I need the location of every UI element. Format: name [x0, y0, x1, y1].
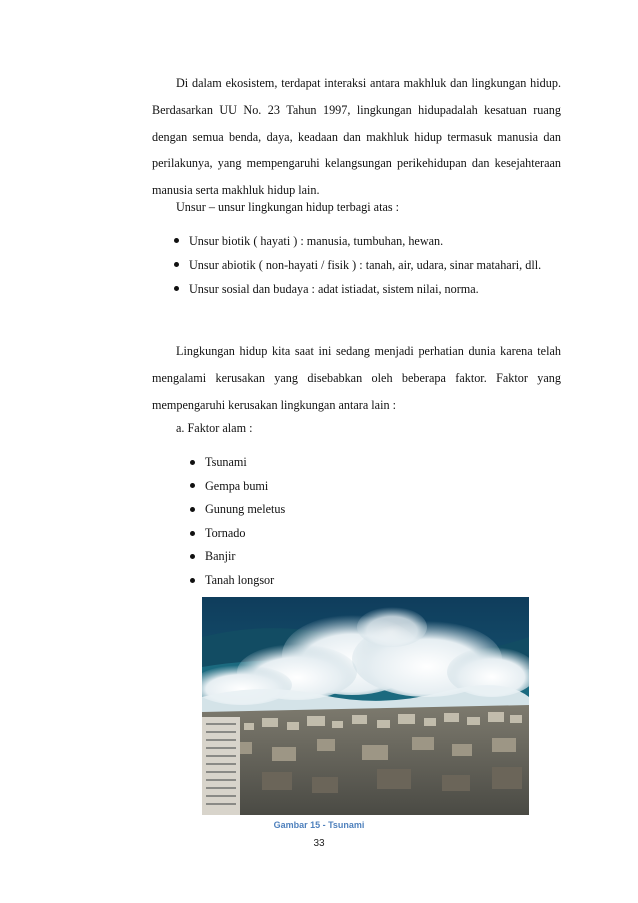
document-page: Di dalam ekosistem, terdapat interaksi antara makhluk dan lingkungan hidup. Berdasarkan UU No. 23 Tahun 1997, lingkungan hidupadalah kesatuan ruang dengan semua benda, daya, keadaan dan makhluk hidup termasuk manusia dan perilakunya, yang mempengaruhi kelangsungan perikehidupan dan kesejahteraan manusia serta makhluk hidup lain. Unsur – unsur lingkungan hidup terbagi atas : Unsur biotik ( hayati ) : manusia, tumbuhan, hewan. Unsur abiotik ( non-hayati / fisik ) : tanah, air, udara, sinar matahari, dll. Unsur sosial dan budaya : adat istiadat, sistem nilai, norma. Lingkungan hidup kita saat ini sedang menjadi perhatian dunia karena telah mengalami kerusakan yang disebabkan oleh beberapa faktor. Faktor yang mempengaruhi kerusakan lingkungan antara lain : a. Faktor alam : Tsunami Gempa bumi Gunung meletus Tornado Banjir Tanah longsor Gambar 15 - Tsunami 33 [0, 0, 638, 903]
figure-caption: Gambar 15 - Tsunami [273, 820, 365, 830]
intro-paragraph [152, 70, 561, 204]
bullet-icon [190, 507, 195, 512]
bullet-icon [174, 286, 179, 291]
bullet-icon [190, 483, 195, 488]
tsunami-photo [202, 597, 529, 815]
bullet-icon [174, 238, 179, 243]
bullet-icon [190, 554, 195, 559]
intro-paragraph-text: Di dalam ekosistem, terdapat interaksi antara makhluk dan lingkungan hidup. Berdasarkan UU No. 23 Tahun 1997, lingkungan hidupadalah kesatuan ruang dengan semua benda, daya, keadaan dan makhluk hidup termasuk manusia dan perilakunya, yang mempengaruhi kelangsungan perikehidupan dan kesejahteraan manusia serta makhluk hidup lain. [152, 76, 561, 198]
page-number: 33 [313, 838, 325, 849]
bullet-icon [174, 262, 179, 267]
kerusakan-paragraph-text: Lingkungan hidup kita saat ini sedang menjadi perhatian dunia karena telah mengalami kerusakan yang disebabkan oleh beberapa faktor. Faktor yang mempengaruhi kerusakan lingkungan antara lain : [152, 344, 561, 412]
kerusakan-paragraph [152, 338, 561, 418]
bullet-icon [190, 578, 195, 583]
unsur-intro: Unsur – unsur lingkungan hidup terbagi atas : [176, 200, 400, 214]
bullet-icon [190, 460, 195, 465]
faktor-alam-heading: a. Faktor alam : [176, 421, 253, 435]
bullet-icon [190, 531, 195, 536]
